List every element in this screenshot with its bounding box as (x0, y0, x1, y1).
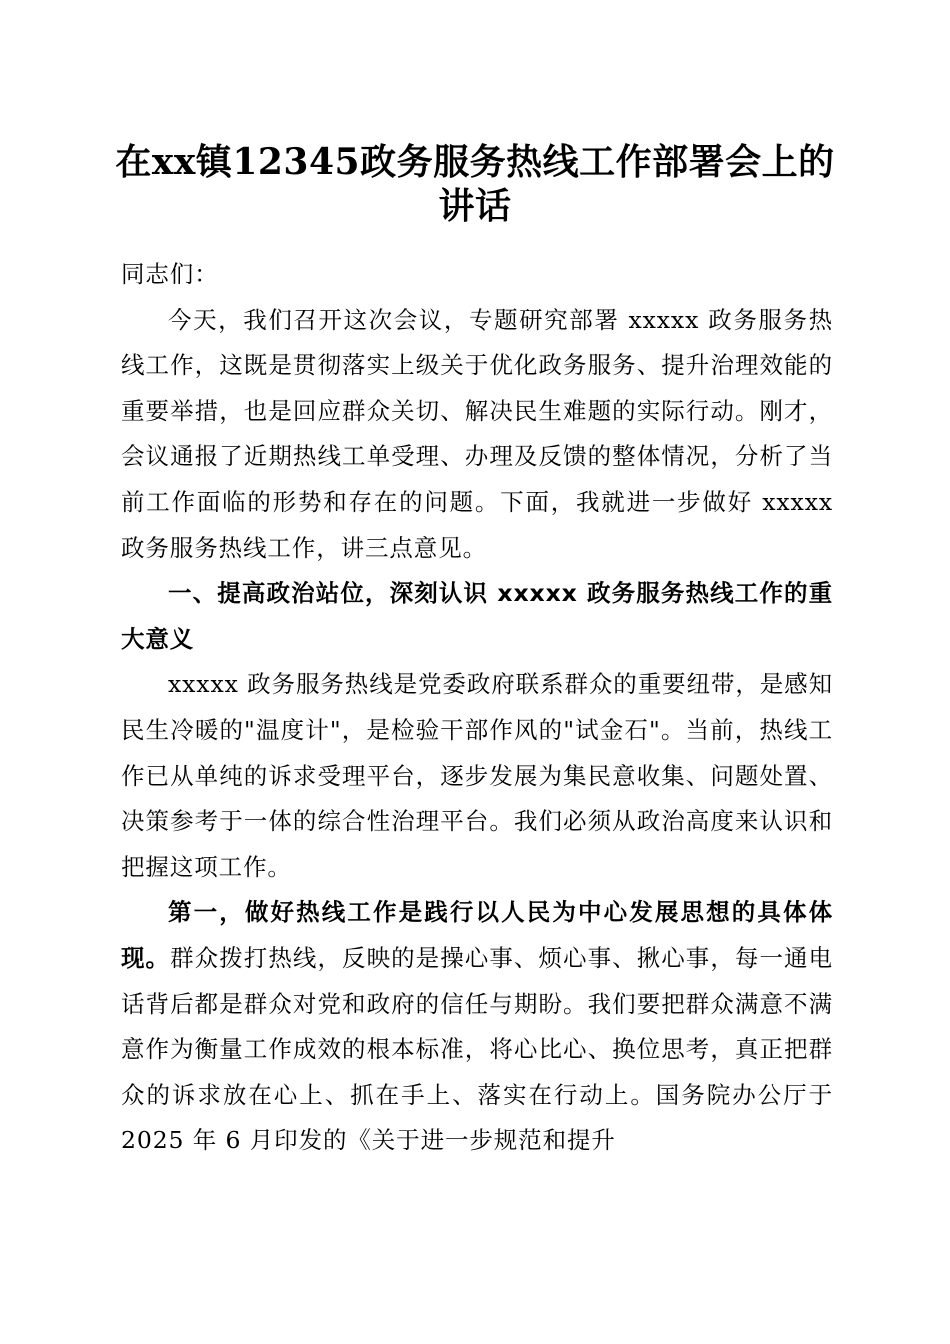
page-title (100, 140, 850, 228)
title-line-2: 讲话 (438, 185, 512, 227)
paragraph-point-1 (121, 890, 833, 1164)
point-1-lead: 第一，做好热线工作是践行以人民为中心发展思想的具体体现。 (121, 898, 833, 972)
salutation: 同志们： (121, 260, 219, 288)
title-line-1: 在xx镇12345政务服务热线工作部署会上的 (115, 141, 835, 183)
paragraph-intro: 今天，我们召开这次会议，专题研究部署 xxxxx 政务服务热线工作，这既是贯彻落实上级关于优化政务服务、提升治理效能的重要举措，也是回应群众关切、解决民生难题的实际行动。刚才，会议通报了近期热线工单受理、办理及反馈的整体情况，分析了当前工作面临的形势和存在的问题。下面，我就进一步做好 xxxxx 政务服务热线工作，讲三点意见。 (121, 305, 833, 562)
paragraph-significance: xxxxx 政务服务热线是党委政府联系群众的重要纽带，是感知民生冷暖的"温度计"，是检验干部作风的"试金石"。当前，热线工作已从单纯的诉求受理平台，逐步发展为集民意收集、问题处置、决策参考于一体的综合性治理平台。我们必须从政治高度来认识和把握这项工作。 (121, 670, 833, 881)
point-1-body: 群众拨打热线，反映的是操心事、烦心事、揪心事，每一通电话背后都是群众对党和政府的信任与期盼。我们要把群众满意不满意作为衡量工作成效的根本标准，将心比心、换位思考，真正把群众的诉求放在心上、抓在手上、落实在行动上。国务院办公厅于 2025 年 6 月印发的《关于进一步规范和提升 (121, 943, 833, 1155)
section-heading-1: 一、提高政治站位，深刻认识 xxxxx 政务服务热线工作的重大意义 (121, 579, 833, 653)
document-body (121, 252, 833, 1164)
